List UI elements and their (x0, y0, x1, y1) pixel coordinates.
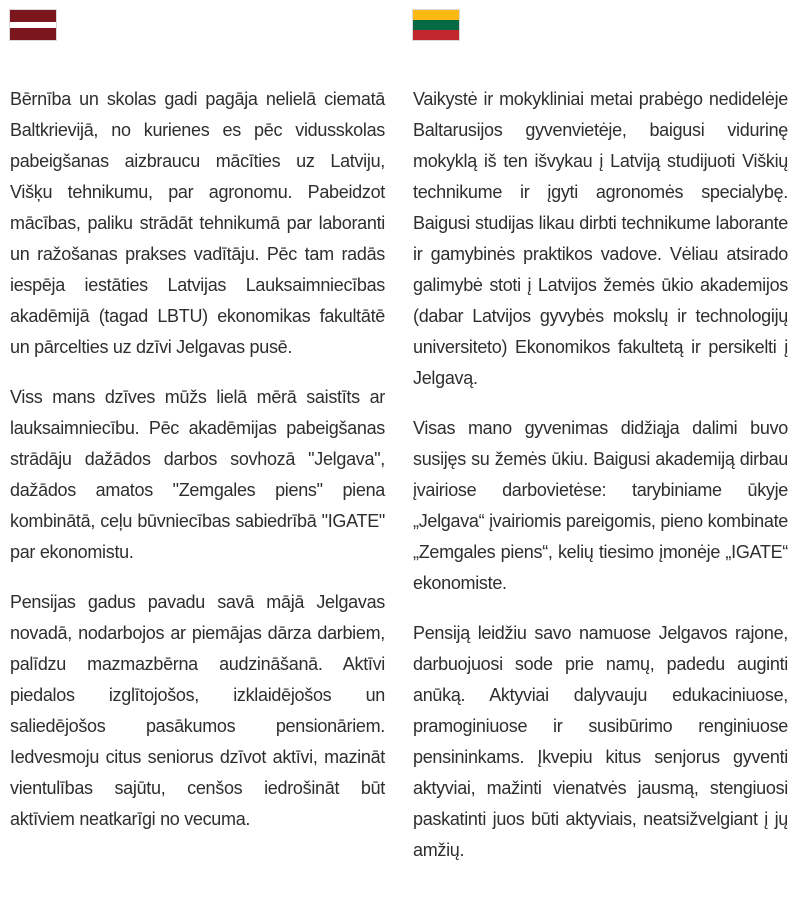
paragraph-lt-1: Vaikystė ir mokykliniai metai prabėgo nedidelėje Baltarusijos gyvenvietėje, baigusi vidurinę mokyklą iš ten išvykau į Latviją studijuoti Viškių technikume ir įgyti agronomės specialybę. Baigusi studijas likau dirbti technikume laborante ir gamybinės praktikos vadove. Vėliau atsirado galimybė stoti į Latvijos žemės ūkio akademijos (dabar Latvijos gyvybės mokslų ir technologijų universiteto) Ekonomikos fakultetą ir persikelti į Jelgavą. (413, 89, 788, 388)
latvia-flag-top-stripe (10, 10, 56, 22)
paragraph-lv-1: Bērnība un skolas gadi pagāja nelielā ciematā Baltkrievijā, no kurienes es pēc vidusskolas pabeigšanas aizbraucu mācīties uz Latviju, Višķu tehnikumu, par agronomu. Pabeidzot mācības, paliku strādāt tehnikumā par laboranti un ražošanas prakses vadītāju. Pēc tam radās iespēja iestāties Latvijas Lauksaimniecības akadēmijā (tagad LBTU) ekonomikas fakultātē un pārcelties uz dzīvi Jelgavas pusē. (10, 89, 385, 357)
lithuania-flag-icon (413, 10, 459, 40)
lithuania-flag-top-stripe (413, 10, 459, 20)
paragraph-lv-3: Pensijas gadus pavadu savā mājā Jelgavas novadā, nodarbojos ar piemājas dārza darbiem, palīdzu mazmazbērna audzināšanā. Aktīvi piedalos izglītojošos, izklaidējošos un saliedējošos pasākumos pensionāriem. Iedvesmoju citus seniorus dzīvot aktīvi, mazināt vientulības sajūtu, cenšos iedrošināt būt aktīviem neatkarīgi no vecuma. (10, 592, 385, 829)
lithuania-flag-middle-stripe (413, 20, 459, 30)
column-lithuanian (413, 10, 788, 899)
column-latvian (10, 10, 385, 899)
paragraph-lt-2: Visas mano gyvenimas didžiąja dalimi buvo susijęs su žemės ūkiu. Baigusi akademiją dirbau įvairiose darbovietėse: tarybiniame ūkyje „Jelgava“ įvairiomis pareigomis, pieno kombinate „Zemgales piens“, kelių tiesimo įmonėje „IGATE“ ekonomiste. (413, 418, 788, 593)
paragraph-lv-2: Viss mans dzīves mūžs lielā mērā saistīts ar lauksaimniecību. Pēc akadēmijas pabeigšanas strādāju dažādos darbos sovhozā "Jelgava", dažādos amatos "Zemgales piens" piena kombinātā, ceļu būvniecības sabiedrībā "IGATE" par ekonomistu. (10, 387, 385, 562)
latvia-flag-bottom-stripe (10, 28, 56, 40)
lithuania-flag-bottom-stripe (413, 30, 459, 40)
latvia-flag-icon (10, 10, 56, 40)
paragraph-lt-3: Pensiją leidžiu savo namuose Jelgavos rajone, darbuojuosi sode prie namų, padedu auginti anūką. Aktyviai dalyvauju edukaciniuose, pramoginiuose ir susibūrimo renginiuose pensininkams. Įkvepiu kitus senjorus gyventi aktyviai, mažinti vienatvės jausmą, stengiuosi paskatinti juos būti aktyviais, neatsižvelgiant į jų amžių. (413, 623, 788, 860)
